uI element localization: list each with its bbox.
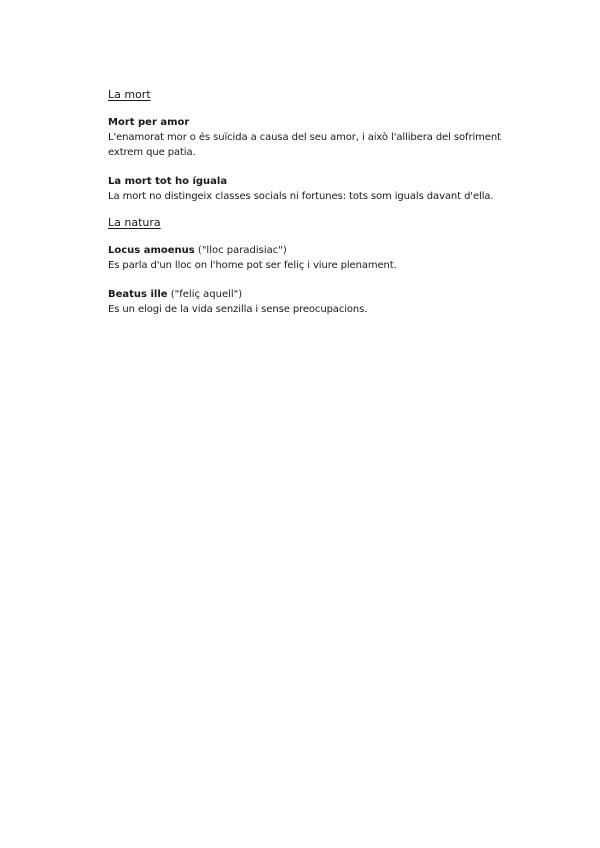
entry-title xyxy=(108,288,528,302)
entry-term: Locus amoenus xyxy=(108,245,195,256)
entry-title xyxy=(108,175,528,189)
entry-title xyxy=(108,116,528,130)
entry-term: Mort per amor xyxy=(108,117,190,128)
entry-mort-per-amor xyxy=(108,116,528,160)
entry-title xyxy=(108,244,528,258)
entry-gloss: ("feliç aquell") xyxy=(167,289,243,300)
entry-locus-amoenus xyxy=(108,244,528,273)
section-la-natura xyxy=(108,215,528,317)
entry-text: La mort no distingeix classes socials ni fortunes: tots som iguals davant d'ella. xyxy=(108,191,494,202)
section-la-mort xyxy=(108,87,528,204)
entry-beatus-ille xyxy=(108,288,528,317)
entry-la-mort-tot-ho-iguala xyxy=(108,175,528,204)
entry-gloss: ("lloc paradisiac") xyxy=(194,245,287,256)
section-heading: La mort xyxy=(108,88,151,101)
entry-text: L'enamorat mor o és suïcida a causa del seu amor, i això l'allibera del sofriment extrem que patia. xyxy=(108,132,501,158)
entry-term: Beatus ille xyxy=(108,289,168,300)
entry-term: La mort tot ho íguala xyxy=(108,176,228,187)
document-page xyxy=(108,87,528,328)
entry-text: Es parla d'un lloc on l'home pot ser feliç i viure plenament. xyxy=(108,260,397,271)
section-heading: La natura xyxy=(108,216,161,229)
entry-text: Es un elogi de la vida senzilla i sense preocupacions. xyxy=(108,304,368,315)
